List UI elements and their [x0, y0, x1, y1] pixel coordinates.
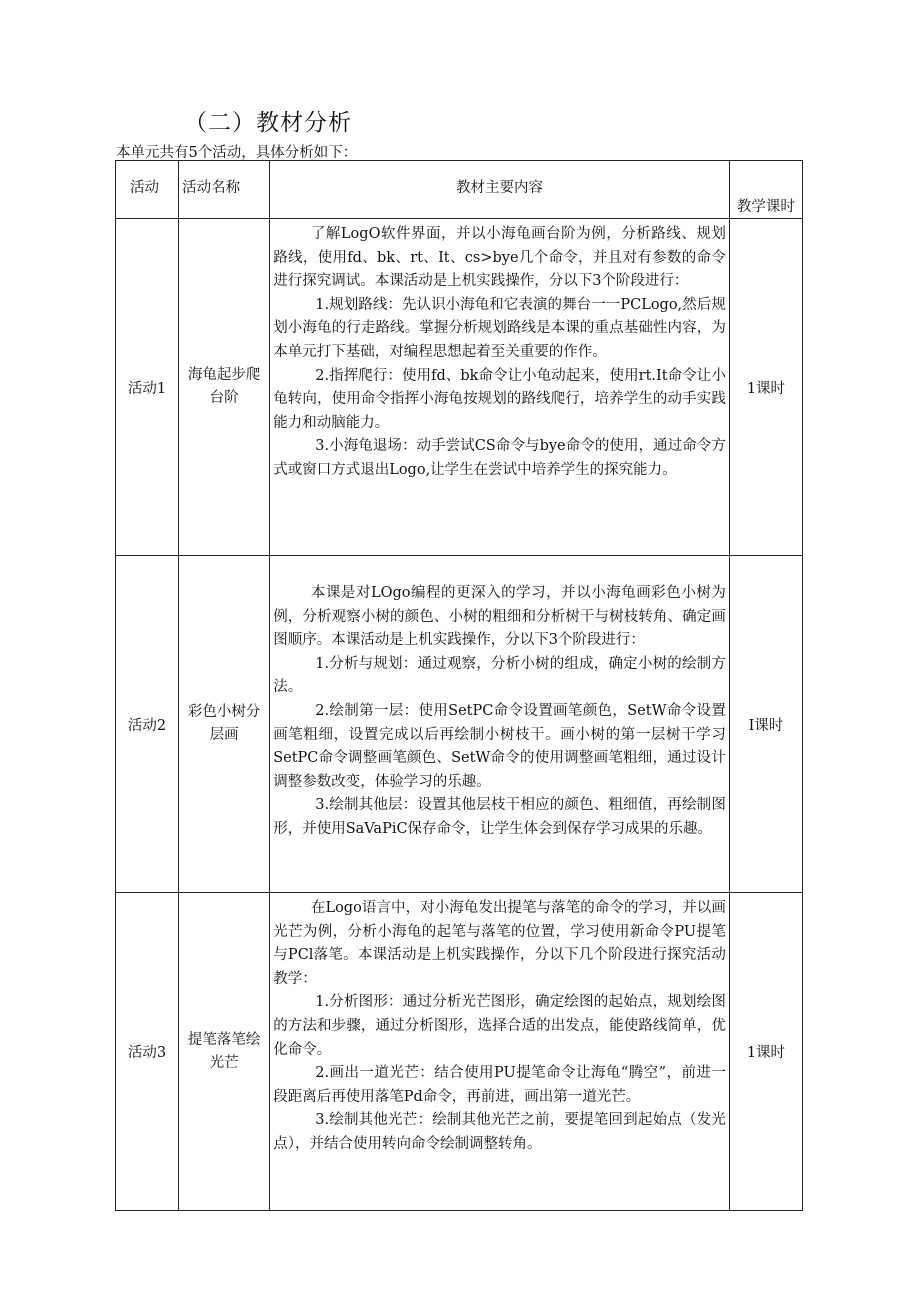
hours-cell: 1课时 [729, 893, 802, 1211]
table-row [116, 893, 803, 1211]
header-hours: 教学课时 [729, 161, 802, 219]
content-paragraph: 在Logo语言中，对小海龟发出提笔与落笔的命令的学习，并以画光芒为例，分析小海龟的起笔与落笔的位置，学习使用新命令PU提笔与PCl落笔。本课活动是上机实践操作，分以下几个阶段进行探究活动教学： [273, 900, 726, 987]
content-paragraph: 2.画出一道光芒：结合使用PU提笔命令让海龟“腾空”，前进一段距离后再使用落笔Pd命令，再前进，画出第一道光芒。 [273, 1065, 726, 1105]
content-cell [270, 893, 730, 1211]
header-name: 活动名称 [179, 161, 270, 219]
header-activity: 活动 [116, 161, 179, 219]
content-paragraph: 本课是对LOgo编程的更深入的学习，并以小海龟画彩色小树为例，分析观察小树的颜色、小树的粗细和分析树干与树枝转角、确定画图顺序。本课活动是上机实践操作，分以下3个阶段进行： [273, 585, 726, 649]
table-row [116, 556, 803, 893]
analysis-table [115, 160, 803, 1211]
table-header-row [116, 161, 803, 219]
intro-text: 本单元共有5个活动，具体分析如下： [116, 145, 358, 161]
section-title: （二）教材分析 [184, 110, 352, 136]
activity-name-cell: 提笔落笔绘光芒 [179, 893, 270, 1211]
content-paragraph: 1.分析图形：通过分析光芒图形，确定绘图的起始点，规划绘图的方法和步骤，通过分析图形，选择合适的出发点，能使路线简单，优化命令。 [273, 994, 726, 1058]
activity-cell: 活动2 [116, 556, 179, 893]
content-paragraph: 2.绘制第一层：使用SetPC命令设置画笔颜色，SetW命令设置画笔粗细，设置完成以后再绘制小树枝干。画小树的第一层树干学习SetPC命令调整画笔颜色、SetW命令的使用调整画笔粗细，通过设计调整参数改变，体验学习的乐趣。 [273, 702, 726, 790]
content-paragraph: 了解LogO软件界面，并以小海龟画台阶为例，分析路线、规划路线，使用fd、bk、rt、It、cs>bye几个命令，并且对有参数的命令进行探究调试。本课活动是上机实践操作，分以下3个阶段进行： [273, 226, 726, 290]
content-paragraph: 3.绘制其他层：设置其他层枝干相应的颜色、粗细值，再绘制图形，并使用SaVaPiC保存命令，让学生体会到保存学习成果的乐趣。 [273, 797, 726, 837]
content-paragraph: 3.绘制其他光芒：绘制其他光芒之前，要提笔回到起始点（发光点），并结合使用转向命令绘制调整转角。 [273, 1112, 726, 1152]
content-paragraph: 1.规划路线：先认识小海龟和它表演的舞台一一PCLogo,然后规划小海龟的行走路线。掌握分析规划路线是本课的重点基础性内容，为本单元打下基础，对编程思想起着至关重要的作作。 [273, 296, 726, 360]
activity-cell: 活动1 [116, 219, 179, 556]
activity-cell: 活动3 [116, 893, 179, 1211]
content-paragraph: 2.指挥爬行：使用fd、bk命令让小龟动起来，使用rt.It命令让小龟转向，使用命令指挥小海龟按规划的路线爬行，培养学生的动手实践能力和动脑能力。 [273, 367, 726, 431]
content-cell [270, 219, 730, 556]
hours-cell: 1课时 [729, 219, 802, 556]
content-paragraph: 1.分析与规划：通过观察，分析小树的组成，确定小树的绘制方法。 [273, 655, 726, 696]
hours-cell: I课时 [729, 556, 802, 893]
header-content: 教材主要内容 [270, 161, 730, 219]
table-row [116, 219, 803, 556]
content-paragraph: 3.小海龟退场：动手尝试CS命令与bye命令的使用，通过命令方式或窗口方式退出Logo,让学生在尝试中培养学生的探究能力。 [273, 438, 726, 478]
activity-name-cell: 彩色小树分层画 [179, 556, 270, 893]
activity-name-cell: 海龟起步爬台阶 [179, 219, 270, 556]
content-cell [270, 556, 730, 893]
